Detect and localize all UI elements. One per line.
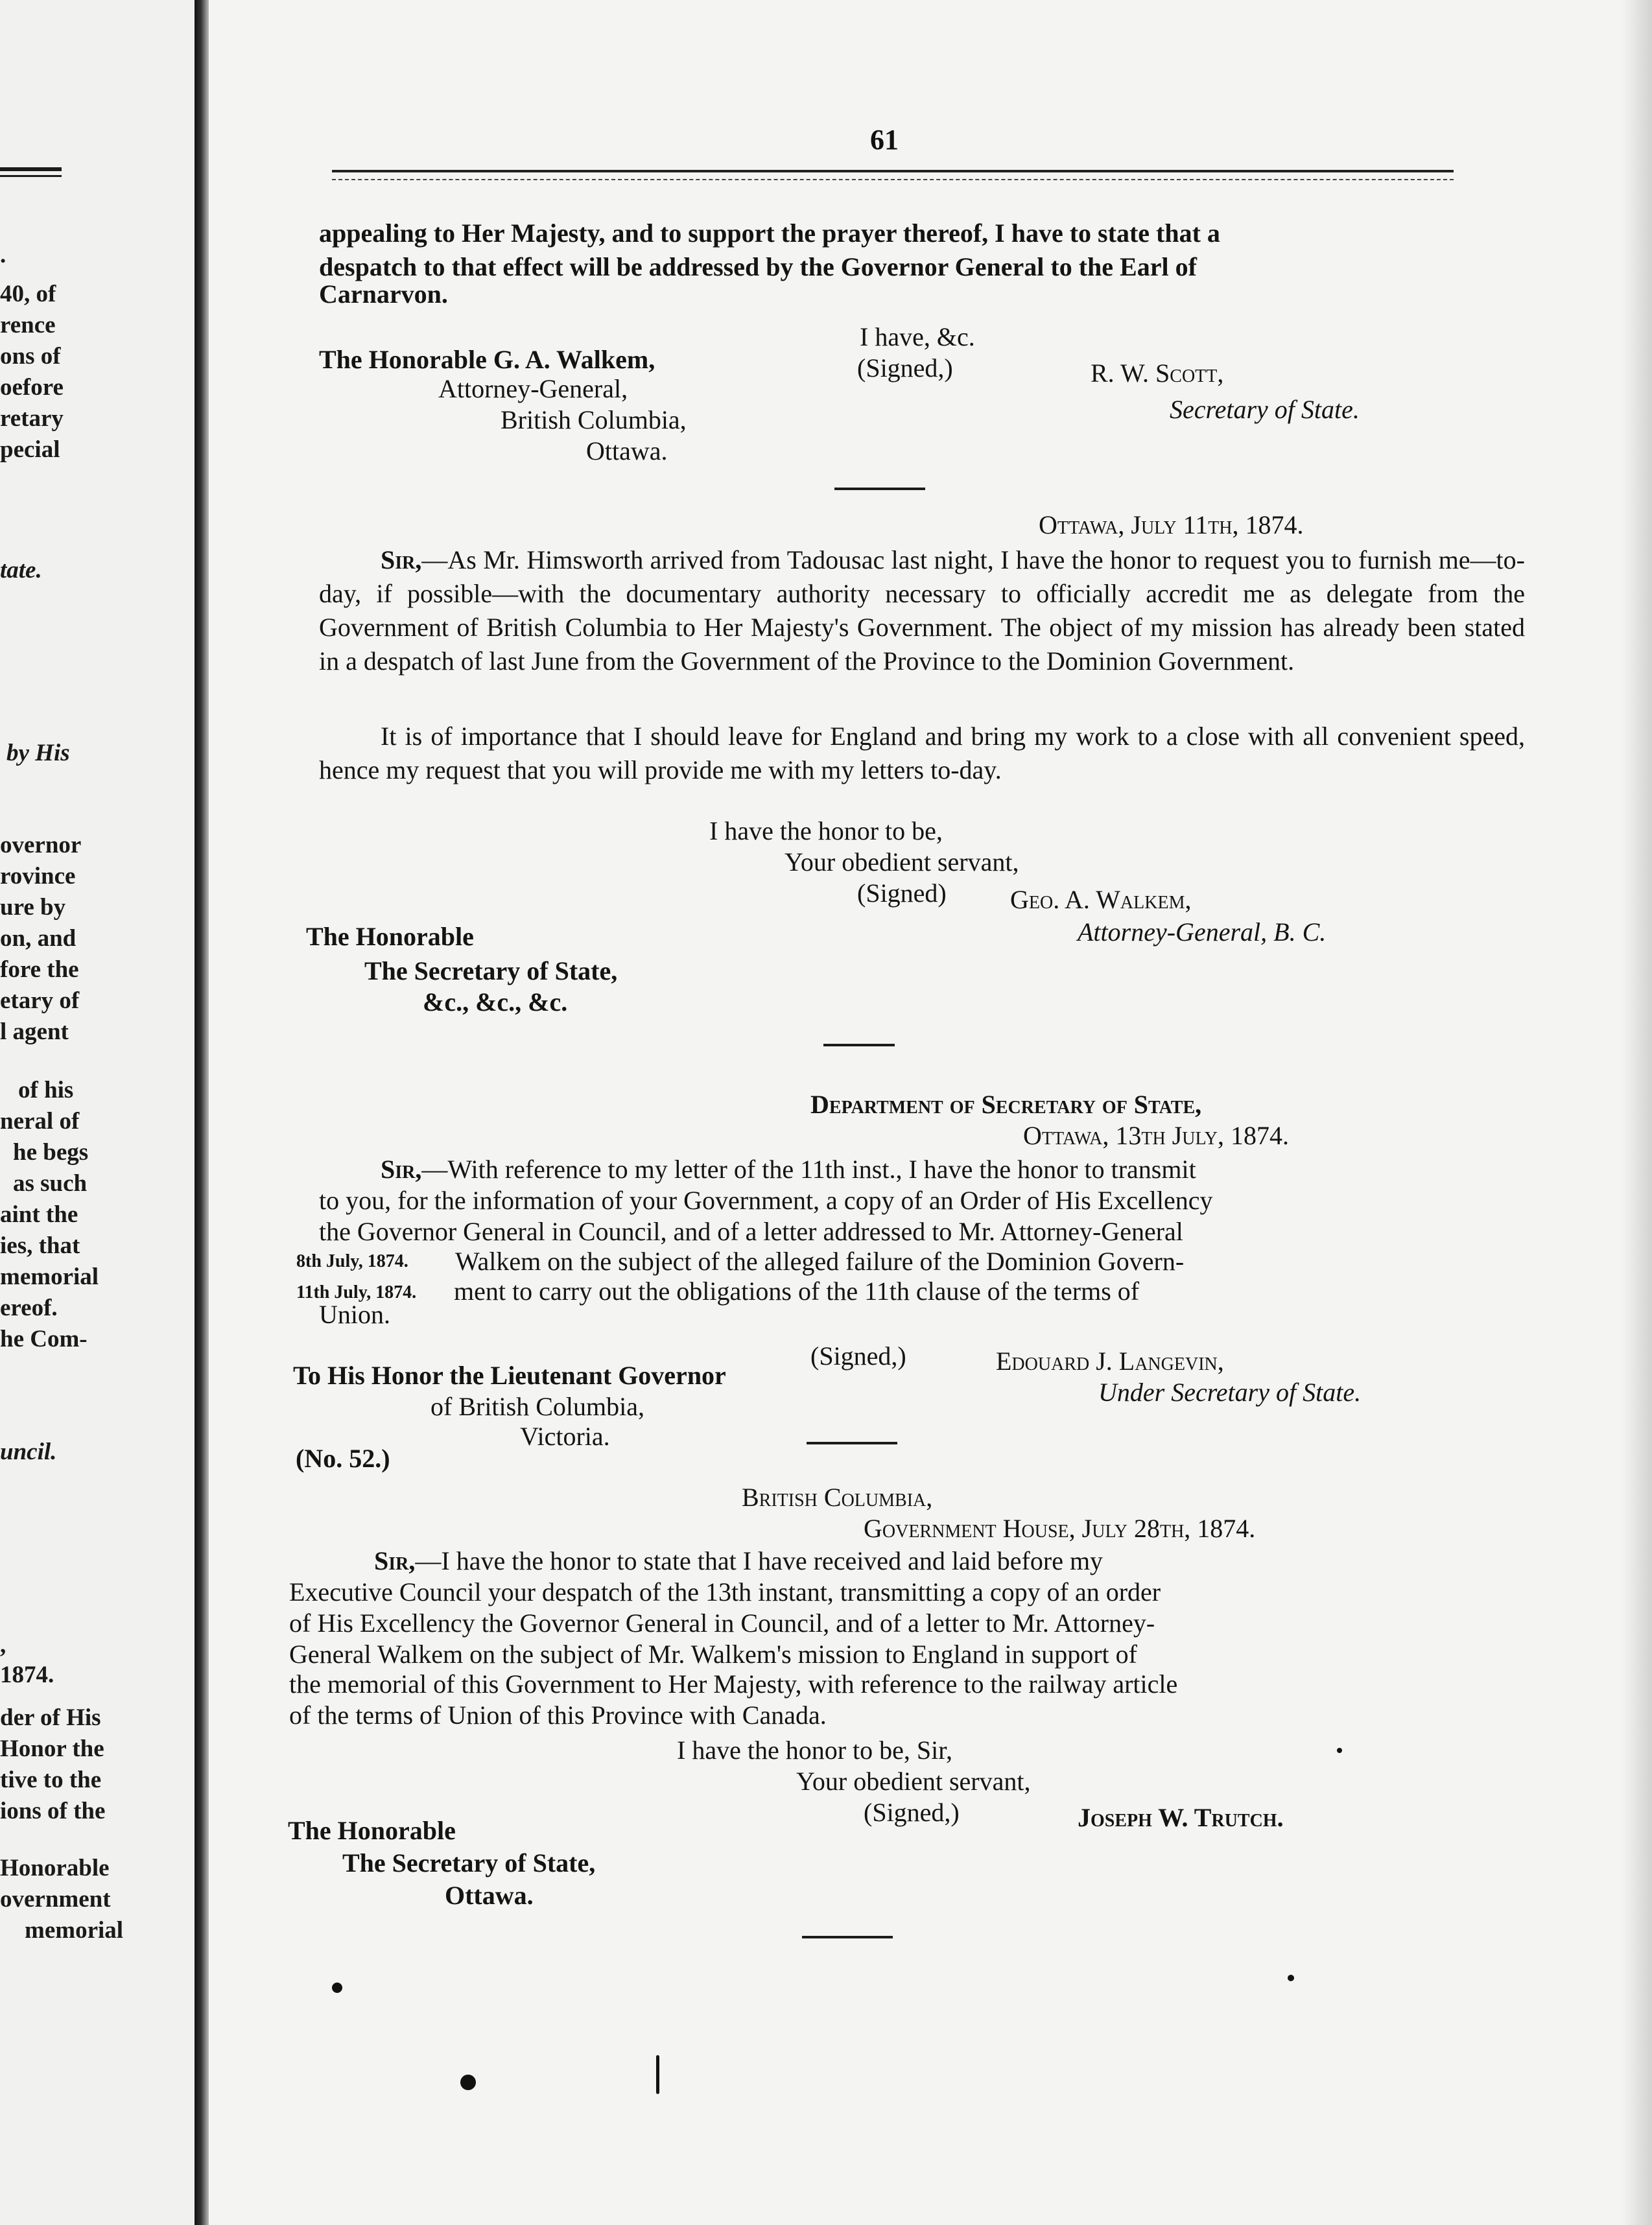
section-rule — [823, 1044, 895, 1046]
ink-speck — [1337, 1748, 1342, 1753]
addressee-line: The Secretary of State, — [342, 1848, 596, 1878]
letter-line: Executive Council your despatch of the 13th instant, transmitting a copy of an order — [289, 1577, 1161, 1607]
left-fragment: pecial — [0, 436, 60, 463]
salutation: Sir, — [381, 545, 422, 574]
section-rule — [802, 1936, 893, 1938]
left-fragment: he begs — [13, 1139, 89, 1166]
addressee-line: British Columbia, — [501, 405, 687, 434]
department-heading: Department of Secretary of State, — [810, 1090, 1202, 1119]
signatory-title: Attorney-General, B. C. — [1078, 917, 1327, 947]
book-gutter — [195, 0, 209, 2225]
addressee-line: Ottawa. — [445, 1881, 534, 1910]
left-fragment: aint the — [0, 1201, 78, 1228]
addressee-line: The Secretary of State, — [364, 956, 618, 985]
signed-mark: (Signed) — [857, 878, 947, 908]
ink-speck — [460, 2075, 476, 2090]
letter-line: Walkem on the subject of the alleged failure of the Dominion Govern- — [455, 1247, 1185, 1276]
letter-paragraph — [319, 543, 1525, 678]
section-rule — [807, 1442, 897, 1444]
left-fragment: . — [0, 242, 6, 268]
left-fragment: neral of — [0, 1108, 80, 1135]
left-fragment: ereof. — [0, 1295, 58, 1321]
margin-note: 11th July, 1874. — [296, 1282, 417, 1302]
closing: I have the honor to be, — [709, 816, 943, 845]
addressee-line: The Honorable G. A. Walkem, — [319, 345, 655, 374]
letter-line — [381, 1157, 1196, 1183]
closing: I have, &c. — [860, 322, 975, 351]
left-fragment: as such — [13, 1170, 88, 1197]
left-fragment: ies, that — [0, 1232, 80, 1259]
left-fragment: , — [0, 1632, 6, 1658]
continuation-line: despatch to that effect will be addressed by the Governor General to the Earl of — [319, 252, 1197, 281]
signed-mark: (Signed,) — [864, 1798, 960, 1827]
signatory: Geo. A. Walkem, — [1010, 885, 1192, 914]
left-fragment: 1874. — [0, 1662, 54, 1688]
left-page-rule — [0, 167, 62, 171]
addressee-line: The Honorable — [288, 1816, 456, 1845]
previous-page-strip — [0, 0, 195, 2225]
left-fragment: tive to the — [0, 1767, 102, 1793]
signatory: Edouard J. Langevin, — [996, 1347, 1224, 1376]
line-text: —I have the honor to state that I have received and laid before my — [415, 1546, 1103, 1575]
left-fragment: ions of the — [0, 1798, 106, 1824]
addressee-line: Ottawa. — [586, 436, 668, 465]
left-fragment: uncil. — [0, 1439, 57, 1465]
closing: I have the honor to be, Sir, — [677, 1736, 952, 1765]
signatory-title: Under Secretary of State. — [1098, 1378, 1362, 1407]
letter-line: the memorial of this Government to Her Majesty, with reference to the railway article — [289, 1669, 1178, 1699]
ink-speck — [332, 1983, 342, 1993]
section-rule — [834, 488, 925, 490]
addressee-line: Attorney-General, — [438, 374, 628, 403]
left-fragment: fore the — [0, 956, 79, 983]
addressee-line: &c., &c., &c. — [423, 987, 568, 1017]
left-fragment: oefore — [0, 374, 64, 401]
left-fragment: Honor the — [0, 1736, 104, 1762]
signatory: R. W. Scott, — [1091, 359, 1224, 388]
addressee-line: Victoria. — [520, 1422, 610, 1451]
left-page-rule-2 — [0, 175, 62, 177]
left-fragment: of his — [18, 1077, 74, 1103]
letter-line: ment to carry out the obligations of the 11th clause of the terms of — [454, 1277, 1140, 1306]
left-fragment: ure by — [0, 894, 66, 921]
document-page — [209, 0, 1652, 2225]
place-date: Ottawa, July 11th, 1874. — [1039, 510, 1304, 539]
left-fragment: rence — [0, 312, 56, 338]
paragraph-text: —As Mr. Himsworth arrived from Tadousac last night, I have the honor to request you to furnish me—to-day, if possible—with the documentary authority necessary to officially accredit me as delegate from the Government of British Columbia to Her Majesty's Government. The object of my mission has already been stated in a despatch of last June from the Government of the Province to the Dominion Government. — [319, 545, 1525, 676]
letter-paragraph: It is of importance that I should leave for England and bring my work to a close with all convenient speed, hence my request that you will provide me with my letters to-day. — [319, 722, 1525, 784]
left-fragment: tate. — [0, 557, 42, 583]
addressee-line: The Honorable — [306, 922, 474, 951]
left-fragment: overnor — [0, 832, 82, 858]
closing: Your obedient servant, — [796, 1767, 1031, 1796]
page-number: 61 — [870, 124, 899, 156]
place-date: Ottawa, 13th July, 1874. — [1023, 1121, 1290, 1150]
signed-mark: (Signed,) — [810, 1341, 906, 1371]
addressee-line: of British Columbia, — [431, 1392, 644, 1421]
letter-line: of the terms of Union of this Province with Canada. — [289, 1701, 827, 1730]
left-fragment: memorial — [25, 1917, 124, 1944]
letter-line: General Walkem on the subject of Mr. Walkem's mission to England in support of — [289, 1640, 1137, 1669]
left-fragment: der of His — [0, 1704, 101, 1731]
left-fragment: on, and — [0, 925, 77, 952]
left-fragment: rovince — [0, 863, 76, 889]
continuation-line: Carnarvon. — [319, 279, 448, 309]
letter-number: (No. 52.) — [296, 1444, 390, 1473]
left-fragment: Honorable — [0, 1855, 110, 1881]
closing: Your obedient servant, — [785, 847, 1019, 877]
letter-line: of His Excellency the Governor General in Council, and of a letter to Mr. Attorney- — [289, 1608, 1155, 1638]
left-fragment: 40, of — [0, 281, 56, 307]
continuation-line: appealing to Her Majesty, and to support the prayer thereof, I have to state that a — [319, 218, 1220, 248]
margin-note: 8th July, 1874. — [296, 1251, 408, 1271]
letter-line — [374, 1548, 1103, 1574]
addressee-line: To His Honor the Lieutenant Governor — [293, 1361, 726, 1390]
line-text: —With reference to my letter of the 11th inst., I have the honor to transmit — [421, 1155, 1196, 1184]
left-fragment: etary of — [0, 987, 80, 1014]
letter-line: Union. — [319, 1300, 390, 1329]
place: British Columbia, — [742, 1483, 933, 1512]
letter-line: the Governor General in Council, and of a letter addressed to Mr. Attorney-General — [319, 1217, 1183, 1246]
salutation: Sir, — [374, 1546, 416, 1575]
ink-mark — [656, 2055, 659, 2094]
signatory: Joseph W. Trutch. — [1078, 1803, 1284, 1832]
left-fragment: overnment — [0, 1886, 111, 1913]
header-double-rule — [332, 170, 1454, 180]
left-fragment: by His — [6, 740, 70, 766]
place-date: Government House, July 28th, 1874. — [864, 1514, 1256, 1543]
left-fragment: l agent — [0, 1018, 69, 1045]
ink-speck — [1288, 1975, 1294, 1981]
page-edge-shadow — [1622, 0, 1652, 2225]
signed-mark: (Signed,) — [857, 353, 953, 383]
left-fragment: retary — [0, 405, 64, 432]
left-fragment: memorial — [0, 1264, 99, 1290]
signatory-title: Secretary of State. — [1170, 395, 1360, 424]
left-fragment: he Com- — [0, 1326, 88, 1352]
letter-line: to you, for the information of your Government, a copy of an Order of His Excellency — [319, 1186, 1213, 1215]
salutation: Sir, — [381, 1155, 422, 1184]
left-fragment: ons of — [0, 343, 61, 370]
